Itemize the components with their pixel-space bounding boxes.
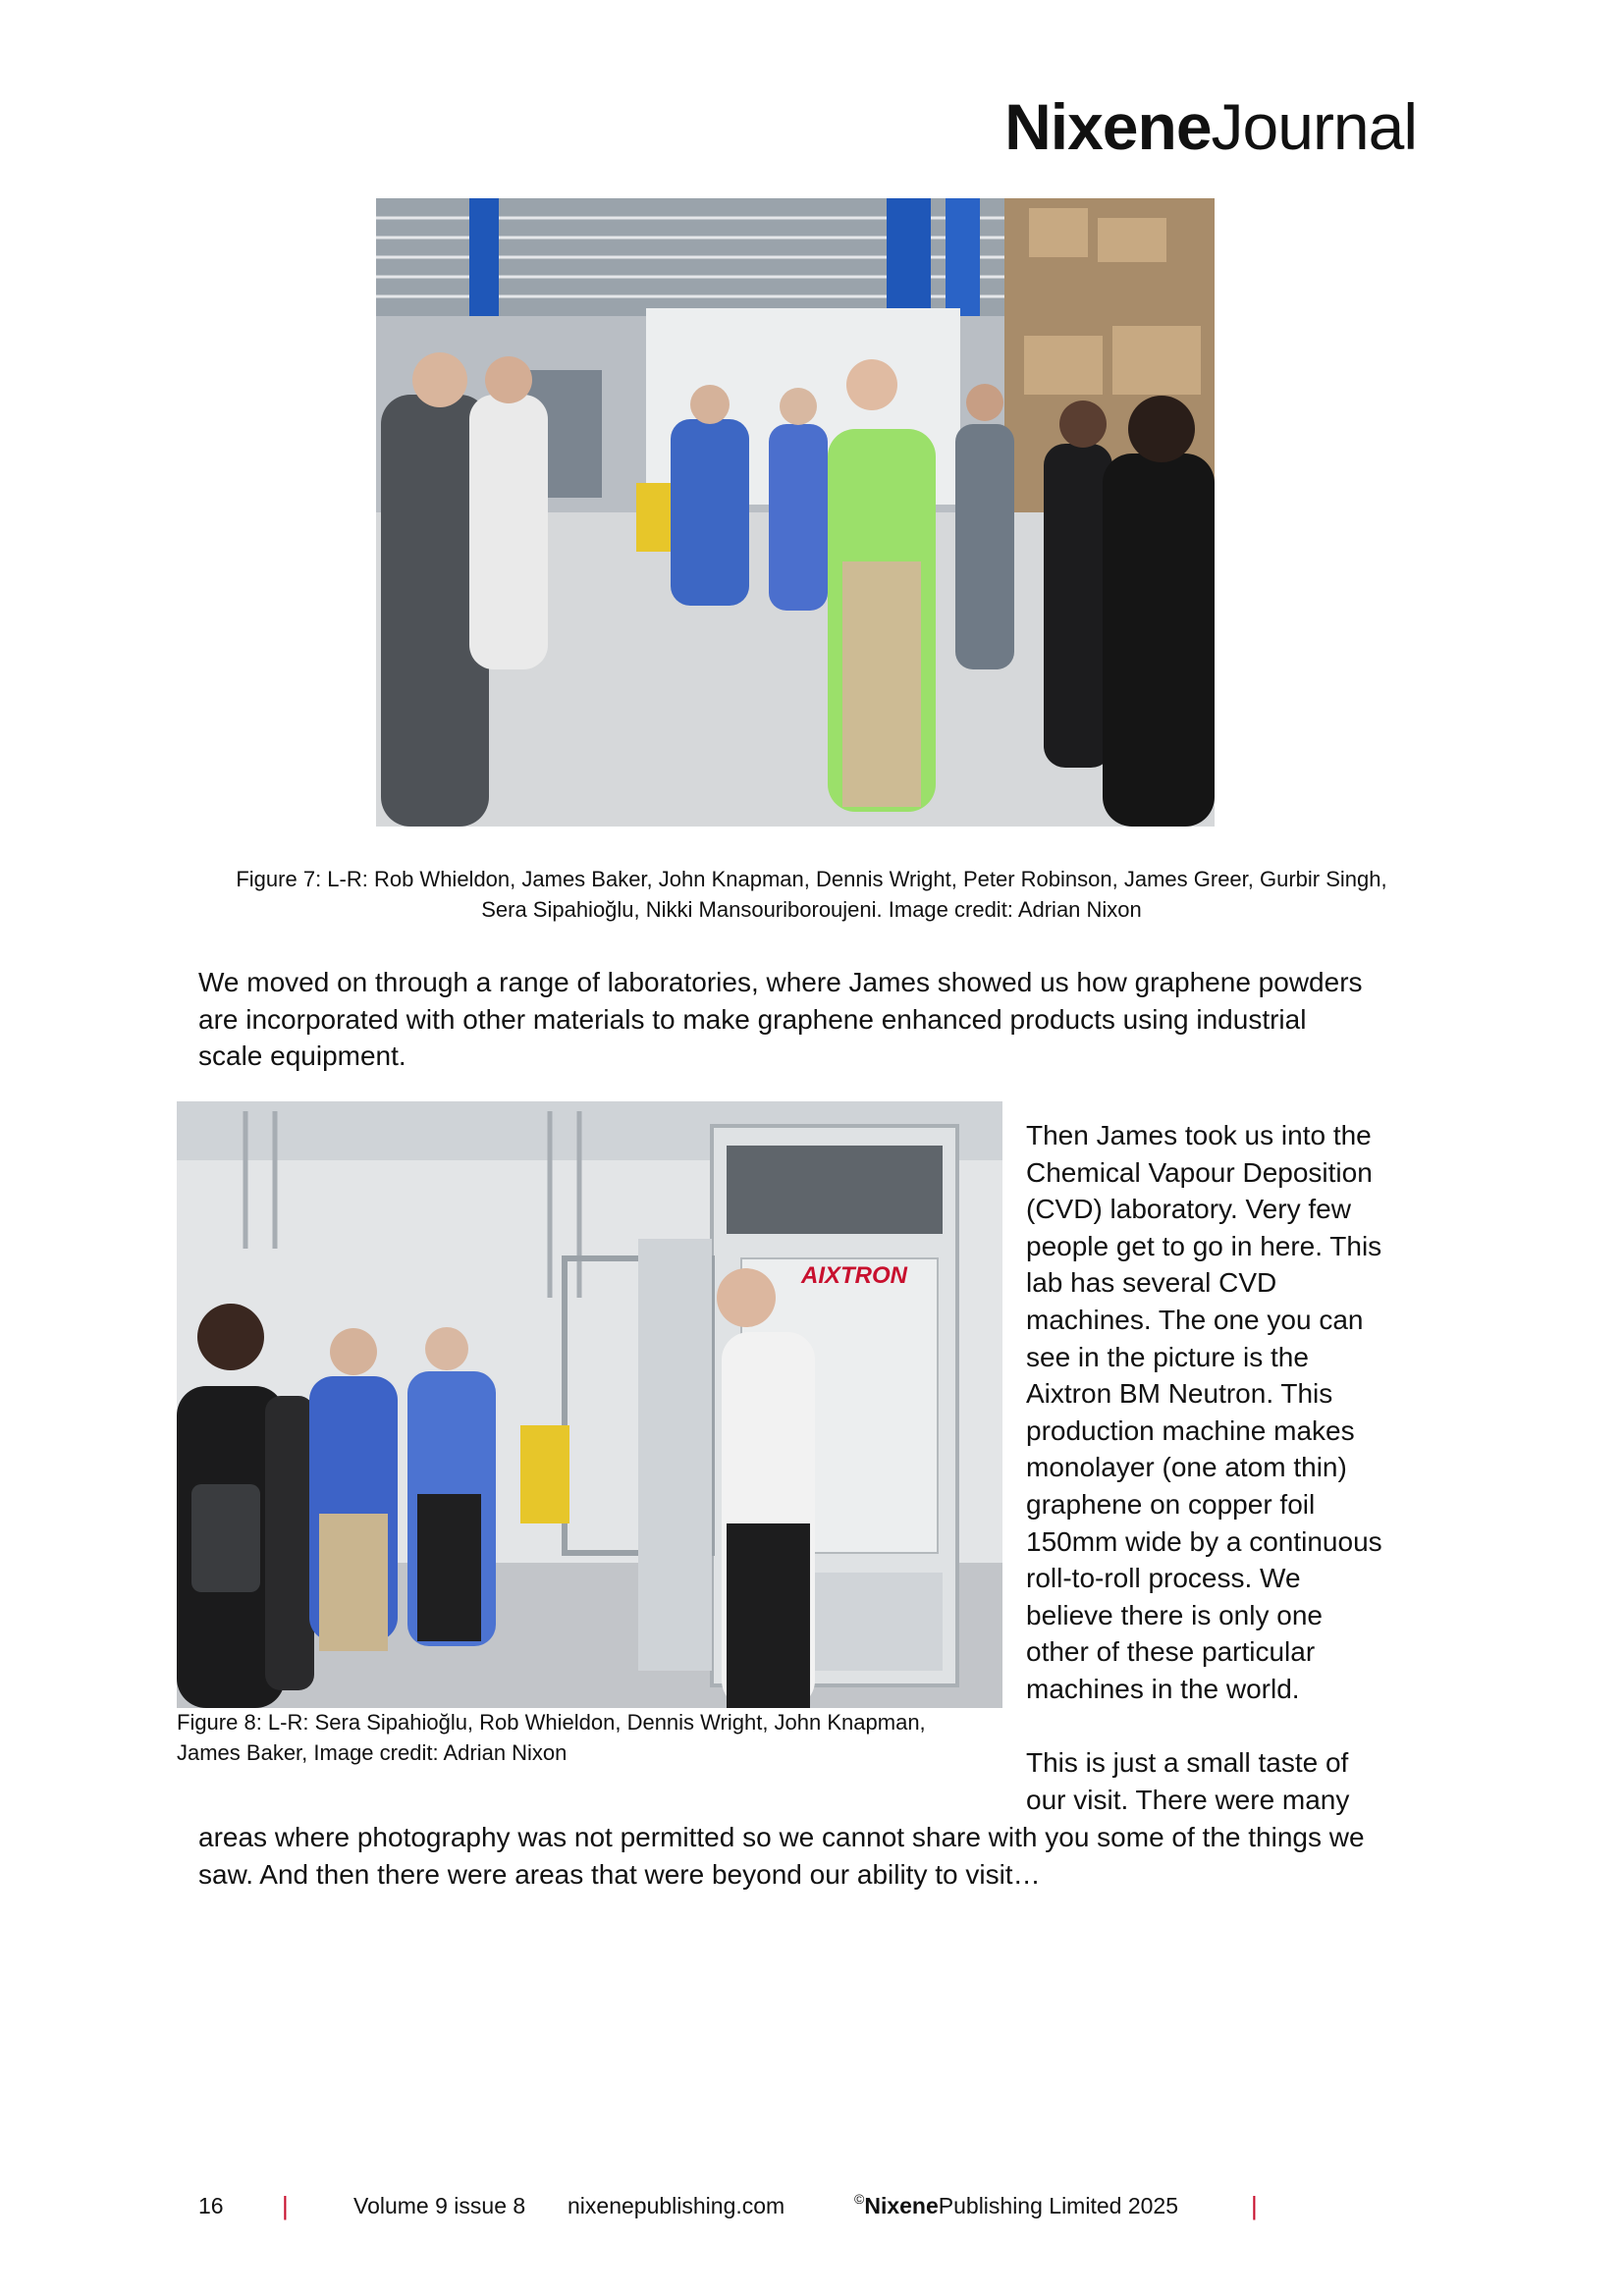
page-number: 16 [198,2193,224,2218]
figure-8-photo [177,1101,1002,1708]
copyright [854,2193,1178,2219]
intro-paragraph [198,964,1475,1075]
paragraph-line: production machine makes [1026,1415,1355,1446]
journal-logo [1004,90,1417,163]
paragraph-line: believe there is only one [1026,1599,1323,1630]
paragraph-line: people get to go in here. This [1026,1230,1382,1261]
figure-7-illustration [376,198,1215,827]
figure-8-caption-line-1: Figure 8: L-R: Sera Sipahioğlu, Rob Whieldon, Dennis Wright, John Knapman, [177,1710,926,1735]
website-link[interactable]: nixenepublishing.com [568,2193,785,2218]
paragraph-line: graphene on copper foil [1026,1488,1316,1520]
cvd-lab-paragraph [1026,1117,1419,1818]
paragraph-line: roll-to-roll process. We [1026,1563,1301,1594]
paragraph-line: Aixtron BM Neutron. This [1026,1378,1333,1410]
copyright-brand: Nixene [864,2193,939,2218]
logo-brand-bold: Nixene [1004,90,1212,163]
figure-7-photo [376,198,1215,827]
footer-separator: | [282,2191,289,2220]
paragraph-line: Chemical Vapour Deposition [1026,1156,1373,1188]
figure-8-illustration [177,1101,1002,1708]
figure-8-caption [177,1707,1001,1768]
copyright-text: Publishing Limited 2025 [938,2193,1178,2218]
closing-paragraph [198,1819,1475,1893]
figure-7-caption-line-2: Sera Sipahioğlu, Nikki Mansouriboroujeni. Image credit: Adrian Nixon [481,897,1142,922]
paragraph-line: This is just a small taste of [1026,1747,1349,1779]
logo-brand-light: Journal [1211,90,1417,163]
paragraph-line: other of these particular [1026,1636,1316,1668]
paragraph-line: see in the picture is the [1026,1341,1309,1372]
paragraph-line: saw. And then there were areas that were beyond our ability to visit… [198,1858,1041,1890]
paragraph-line: monolayer (one atom thin) [1026,1452,1347,1483]
paragraph-line: lab has several CVD [1026,1267,1277,1299]
volume-label: Volume 9 issue 8 [353,2193,526,2218]
figure-7-caption-line-1: Figure 7: L-R: Rob Whieldon, James Baker, John Knapman, Dennis Wright, Peter Robinson, James Greer, Gurbir Singh, [236,867,1387,891]
page-footer [0,2193,1623,2226]
paragraph-line: scale equipment. [198,1041,406,1072]
paragraph-line: machines. The one you can [1026,1304,1364,1335]
footer-separator: | [1251,2191,1258,2220]
paragraph-line: We moved on through a range of laboratories, where James showed us how graphene powders [198,967,1363,997]
paragraph-line: Then James took us into the [1026,1120,1372,1150]
paragraph-line: are incorporated with other materials to make graphene enhanced products using industrial [198,1003,1307,1035]
paragraph-line: (CVD) laboratory. Very few [1026,1194,1351,1225]
figure-8-caption-line-2: James Baker, Image credit: Adrian Nixon [177,1740,568,1765]
paragraph-line: 150mm wide by a continuous [1026,1525,1382,1557]
paragraph-line: our visit. There were many [1026,1784,1350,1815]
copyright-symbol: © [854,2191,865,2207]
paragraph-line: areas where photography was not permitted so we cannot share with you some of the things we [198,1822,1365,1852]
aixtron-machine-label: AIXTRON [801,1262,907,1289]
paragraph-line: machines in the world. [1026,1673,1300,1704]
figure-7-caption [0,864,1623,925]
